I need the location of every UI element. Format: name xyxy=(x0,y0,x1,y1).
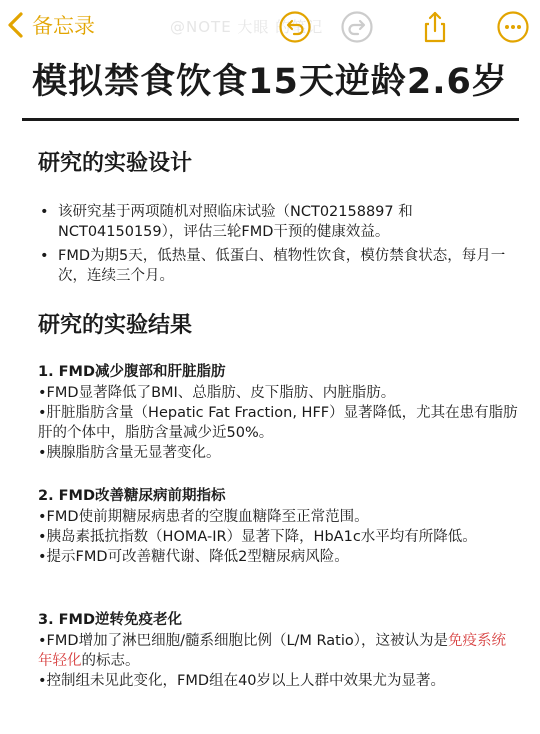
section-line: •FMD显著降低了BMI、总脂肪、皮下脂肪、内脏脂肪。 xyxy=(38,385,396,401)
redo-icon[interactable] xyxy=(340,10,374,44)
section-line: •肝脏脂肪含量（Hepatic Fat Fraction, HFF）显著降低，尤其在患有脂肪肝的个体中，脂肪含量减少近50%。 xyxy=(38,405,518,441)
text-span: 的标志。 xyxy=(81,653,140,669)
design-list xyxy=(38,202,518,290)
back-button[interactable] xyxy=(6,10,95,40)
note-title: 模拟禁食饮食15天逆龄2.6岁 xyxy=(32,62,508,102)
back-label: 备忘录 xyxy=(32,14,95,38)
list-item: • 该研究基于两项随机对照临床试验（NCT02158897 和 NCT04150159），评估三轮FMD干预的健康效益。 xyxy=(38,202,518,242)
faded-watermark-text: @NOTE 大眼 的笔记 xyxy=(170,18,324,36)
chevron-left-icon xyxy=(6,11,26,39)
section-line xyxy=(38,631,518,671)
result-section-1 xyxy=(38,362,518,463)
share-icon[interactable] xyxy=(418,10,452,44)
result-section-2 xyxy=(38,486,518,567)
section-line: •胰腺脂肪含量无显著变化。 xyxy=(38,445,221,461)
result-section-3 xyxy=(38,610,518,691)
highlight-text: 免疫系统年轻化 xyxy=(38,633,507,669)
results-heading: 研究的实验结果 xyxy=(38,313,193,338)
section-line: •提示FMD可改善糖代谢、降低2型糖尿病风险。 xyxy=(38,549,349,565)
toolbar xyxy=(0,0,540,52)
undo-icon[interactable] xyxy=(278,10,312,44)
title-divider xyxy=(22,118,519,121)
more-icon[interactable] xyxy=(496,10,530,44)
design-heading: 研究的实验设计 xyxy=(38,151,193,176)
section-heading: 1. FMD减少腹部和肝脏脂肪 xyxy=(38,364,226,380)
section-heading: 3. FMD逆转免疫老化 xyxy=(38,612,183,628)
section-heading: 2. FMD改善糖尿病前期指标 xyxy=(38,488,226,504)
list-item: • FMD为期5天，低热量、低蛋白、植物性饮食，模仿禁食状态，每月一次，连续三个月。 xyxy=(38,246,518,286)
section-line: •胰岛素抵抗指数（HOMA-IR）显著下降，HbA1c水平均有所降低。 xyxy=(38,529,477,545)
section-line: •FMD使前期糖尿病患者的空腹血糖降至正常范围。 xyxy=(38,509,369,525)
section-line: •控制组未见此变化，FMD组在40岁以上人群中效果尤为显著。 xyxy=(38,673,446,689)
text-span: •FMD增加了淋巴细胞/髓系细胞比例（L/M Ratio），这被认为是 xyxy=(38,633,449,649)
